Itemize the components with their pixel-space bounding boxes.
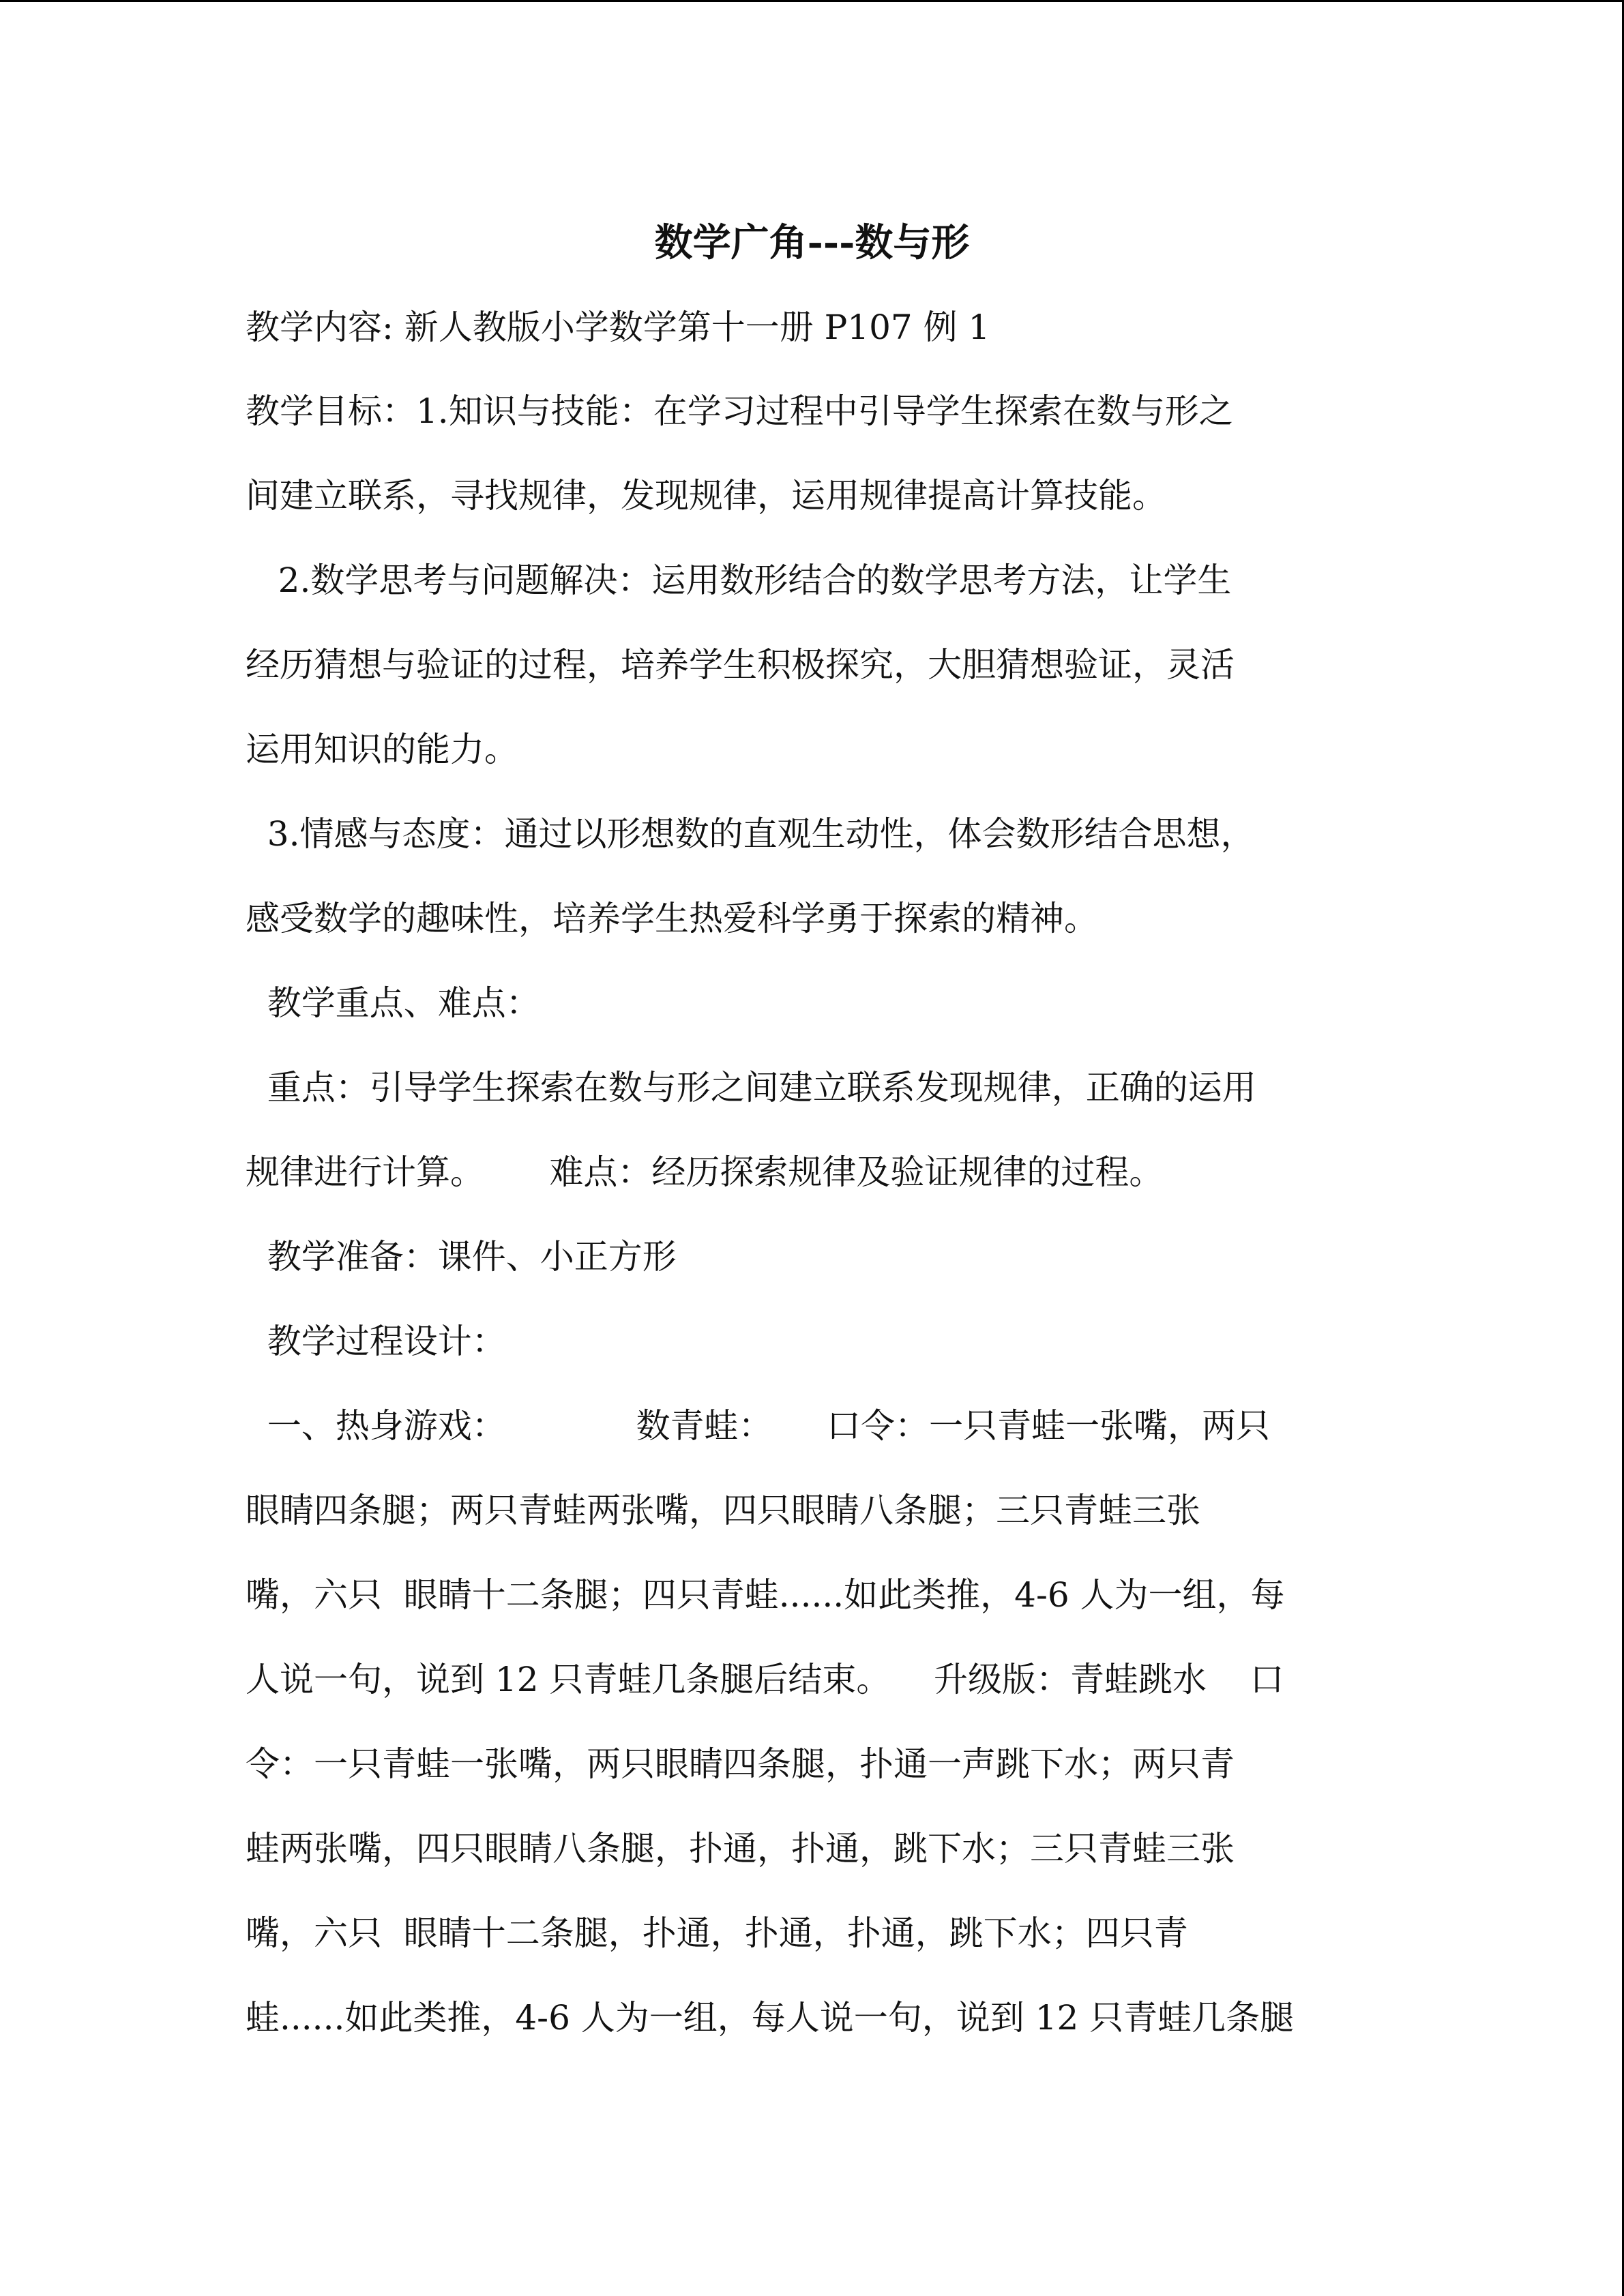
text-line: 间建立联系，寻找规律，发现规律，运用规律提高计算技能。	[246, 476, 1166, 516]
text-line: 一、热身游戏： 数青蛙： 口令：一只青蛙一张嘴，两只	[246, 1406, 1270, 1446]
text-line: 感受数学的趣味性，培养学生热爱科学勇于探索的精神。	[246, 899, 1098, 938]
text-line: 教学重点、难点：	[246, 983, 540, 1023]
text-line: 蛙......如此类推，4-6 人为一组，每人说一句，说到 12 只青蛙几条腿	[246, 1998, 1295, 2038]
text-line: 人说一句，说到 12 只青蛙几条腿后结束。 升级版：青蛙跳水 口	[246, 1660, 1284, 1699]
text-line: 教学内容: 新人教版小学数学第十一册 P107 例 1	[246, 308, 990, 347]
text-line: 3.情感与态度：通过以形想数的直观生动性，体会数形结合思想，	[246, 814, 1255, 854]
text-line: 教学准备：课件、小正方形	[246, 1237, 677, 1277]
text-line: 蛙两张嘴，四只眼睛八条腿，扑通，扑通，跳下水；三只青蛙三张	[246, 1829, 1235, 1868]
text-line: 教学目标：1.知识与技能：在学习过程中引导学生探索在数与形之	[246, 391, 1233, 431]
document-title: 数学广角---数与形	[654, 220, 970, 265]
text-line: 运用知识的能力。	[246, 730, 518, 769]
text-line: 2.数学思考与问题解决：运用数形结合的数学思考方法，让学生	[246, 561, 1232, 600]
text-line: 经历猜想与验证的过程，培养学生积极探究，大胆猜想验证，灵活	[246, 645, 1235, 685]
text-line: 令：一只青蛙一张嘴，两只眼睛四条腿，扑通一声跳下水；两只青	[246, 1744, 1235, 1784]
text-line: 教学过程设计：	[246, 1322, 506, 1361]
text-line: 嘴，六只 眼睛十二条腿，扑通，扑通，扑通，跳下水；四只青	[246, 1913, 1188, 1953]
text-line: 嘴，六只 眼睛十二条腿；四只青蛙......如此类推，4-6 人为一组，每	[246, 1575, 1285, 1615]
text-line: 眼睛四条腿；两只青蛙两张嘴，四只眼睛八条腿；三只青蛙三张	[246, 1491, 1200, 1530]
text-line: 重点：引导学生探索在数与形之间建立联系发现规律，正确的运用	[246, 1068, 1256, 1107]
text-line: 规律进行计算。 难点：经历探索规律及验证规律的过程。	[246, 1152, 1164, 1192]
